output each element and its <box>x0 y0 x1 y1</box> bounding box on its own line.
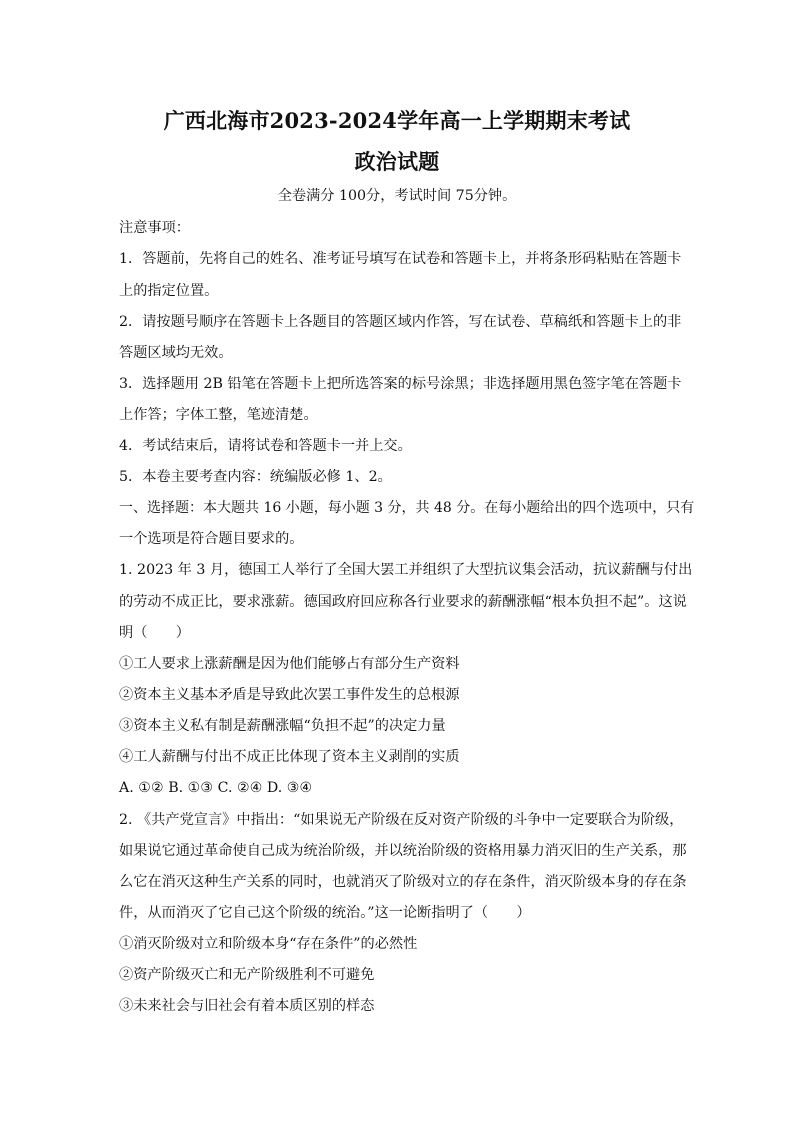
q1-option: ②资本主义基本矛盾是导致此次罢工事件发生的总根源 <box>119 687 460 703</box>
q2-stem-line: 么它在消灭这种生产关系的同时，也就消灭了阶级对立的存在条件，消灭阶级本身的存在条 <box>119 874 687 890</box>
q1-stem-line: 的劳动不成正比，要求涨薪。德国政府回应称各行业要求的薪酬涨幅“根本负担不起”。这说 <box>119 594 687 610</box>
notes-heading: 注意事项： <box>119 220 190 236</box>
q1-option: ①工人要求上涨薪酬是因为他们能够占有部分生产资料 <box>119 656 460 672</box>
q1-stem-line: 1. 2023 年 3 月，德国工人举行了全国大罢工并组织了大型抗议集会活动，抗议薪酬与付出 <box>119 562 693 578</box>
section-heading-cont: 一个选项是符合题目要求的。 <box>119 531 304 547</box>
note-line: 上的指定位置。 <box>119 283 219 299</box>
note-line: 3．选择题用 2B 铅笔在答题卡上把所选答案的标号涂黑；非选择题用黑色签字笔在答题卡 <box>119 376 682 392</box>
note-line: 答题区域均无效。 <box>119 345 233 361</box>
q2-option: ③未来社会与旧社会有着本质区别的样态 <box>119 998 375 1014</box>
note-line: 1．答题前，先将自己的姓名、准考证号填写在试卷和答题卡上，并将条形码粘贴在答题卡 <box>119 251 682 267</box>
q2-option: ①消灭阶级对立和阶级本身“存在条件”的必然性 <box>119 936 418 952</box>
exam-subject: 政治试题 <box>354 149 440 174</box>
note-line: 上作答；字体工整，笔迹清楚。 <box>119 407 318 423</box>
note-line: 5．本卷主要考查内容：统编版必修 1、2。 <box>119 469 392 485</box>
note-line: 2．请按题号顺序在答题卡上各题目的答题区域内作答，写在试卷、草稿纸和答题卡上的非 <box>119 314 682 330</box>
q1-option: ④工人薪酬与付出不成正比体现了资本主义剥削的实质 <box>119 749 460 765</box>
q2-option: ②资产阶级灭亡和无产阶级胜利不可避免 <box>119 967 375 983</box>
q2-stem-line: 2. 《共产党宣言》中指出：“如果说无产阶级在反对资产阶级的斗争中一定要联合为阶级， <box>119 812 684 828</box>
exam-title: 广西北海市2023-2024学年高一上学期期末考试 <box>163 108 631 133</box>
q1-answer-choices: A. ①② B. ①③ C. ②④ D. ③④ <box>119 780 313 796</box>
section-heading: 一、选择题：本大题共 16 小题，每小题 3 分，共 48 分。在每小题给出的四个选项中，只有 <box>119 500 695 516</box>
q1-stem-line: 明（ ） <box>119 625 190 641</box>
q2-stem-line: 如果说它通过革命使自己成为统治阶级，并以统治阶级的资格用暴力消灭旧的生产关系，那 <box>119 843 687 859</box>
q1-option: ③资本主义私有制是薪酬涨幅“负担不起”的决定力量 <box>119 718 446 734</box>
exam-info: 全卷满分 100分，考试时间 75分钟。 <box>277 188 517 204</box>
note-line: 4．考试结束后，请将试卷和答题卡一并上交。 <box>119 438 412 454</box>
q2-stem-line: 件，从而消灭了它自己这个阶级的统治。”这一论断指明了（ ） <box>119 905 531 921</box>
